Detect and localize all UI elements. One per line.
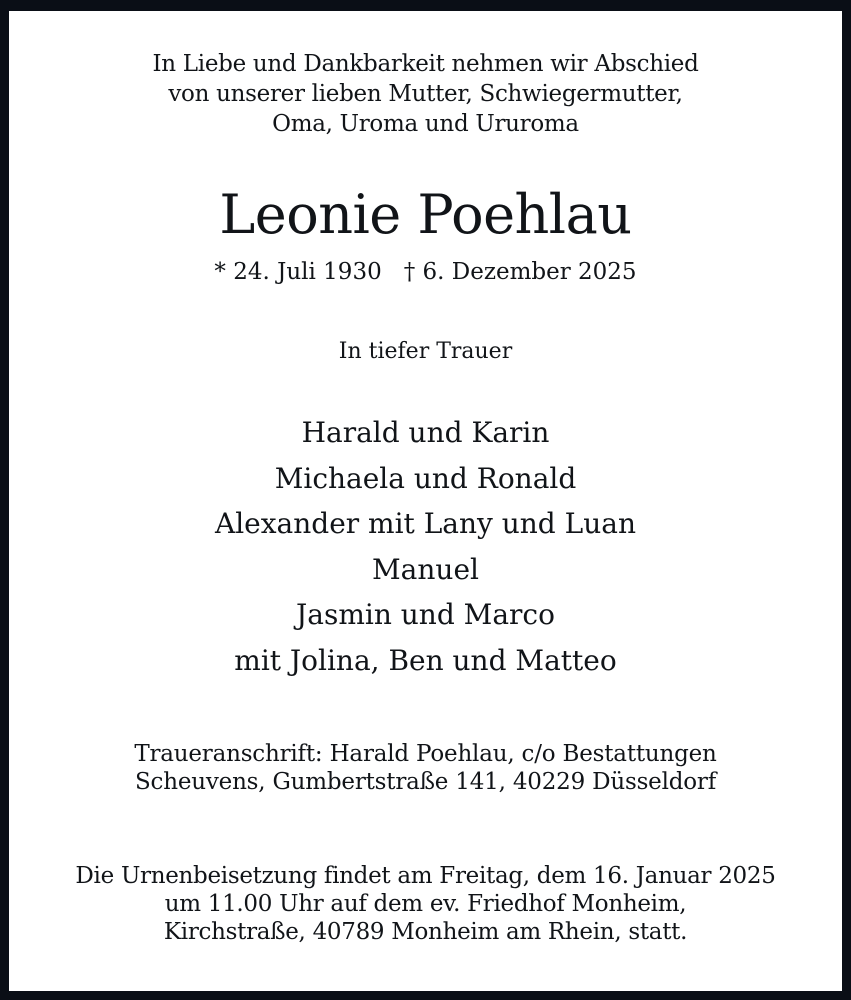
- family-member-line: Harald und Karin: [301, 416, 550, 449]
- family-member-line: Alexander mit Lany und Luan: [215, 507, 636, 540]
- birth-date: * 24. Juli 1930: [214, 259, 382, 285]
- life-dates: [0, 256, 851, 288]
- death-date: † 6. Dezember 2025: [403, 259, 637, 285]
- address-line: Scheuvens, Gumbertstraße 141, 40229 Düsseldorf: [134, 769, 717, 795]
- family-list: [0, 410, 851, 683]
- intro-text: [0, 49, 851, 139]
- intro-line: von unserer lieben Mutter, Schwiegermutter,: [168, 81, 683, 107]
- intro-line: Oma, Uroma und Ururoma: [272, 111, 579, 137]
- family-member-line: Michaela und Ronald: [274, 461, 577, 495]
- address-line: Traueranschrift: Harald Poehlau, c/o Bestattungen: [134, 741, 717, 767]
- family-member-line: Manuel: [372, 552, 479, 586]
- burial-line: um 11.00 Uhr auf dem ev. Friedhof Monheim,: [164, 891, 687, 917]
- mourning-heading: In tiefer Trauer: [338, 339, 513, 364]
- burial-line: Die Urnenbeisetzung findet am Freitag, dem 16. Januar 2025: [75, 863, 776, 889]
- family-member-line: mit Jolina, Ben und Matteo: [234, 643, 617, 677]
- deceased-name: Leonie Poehlau: [219, 183, 632, 246]
- family-member-line: Jasmin und Marco: [296, 598, 555, 631]
- burial-info: [0, 862, 851, 946]
- burial-line: Kirchstraße, 40789 Monheim am Rhein, statt.: [163, 919, 688, 945]
- intro-line: In Liebe und Dankbarkeit nehmen wir Abschied: [152, 51, 699, 77]
- condolence-address: [0, 740, 851, 796]
